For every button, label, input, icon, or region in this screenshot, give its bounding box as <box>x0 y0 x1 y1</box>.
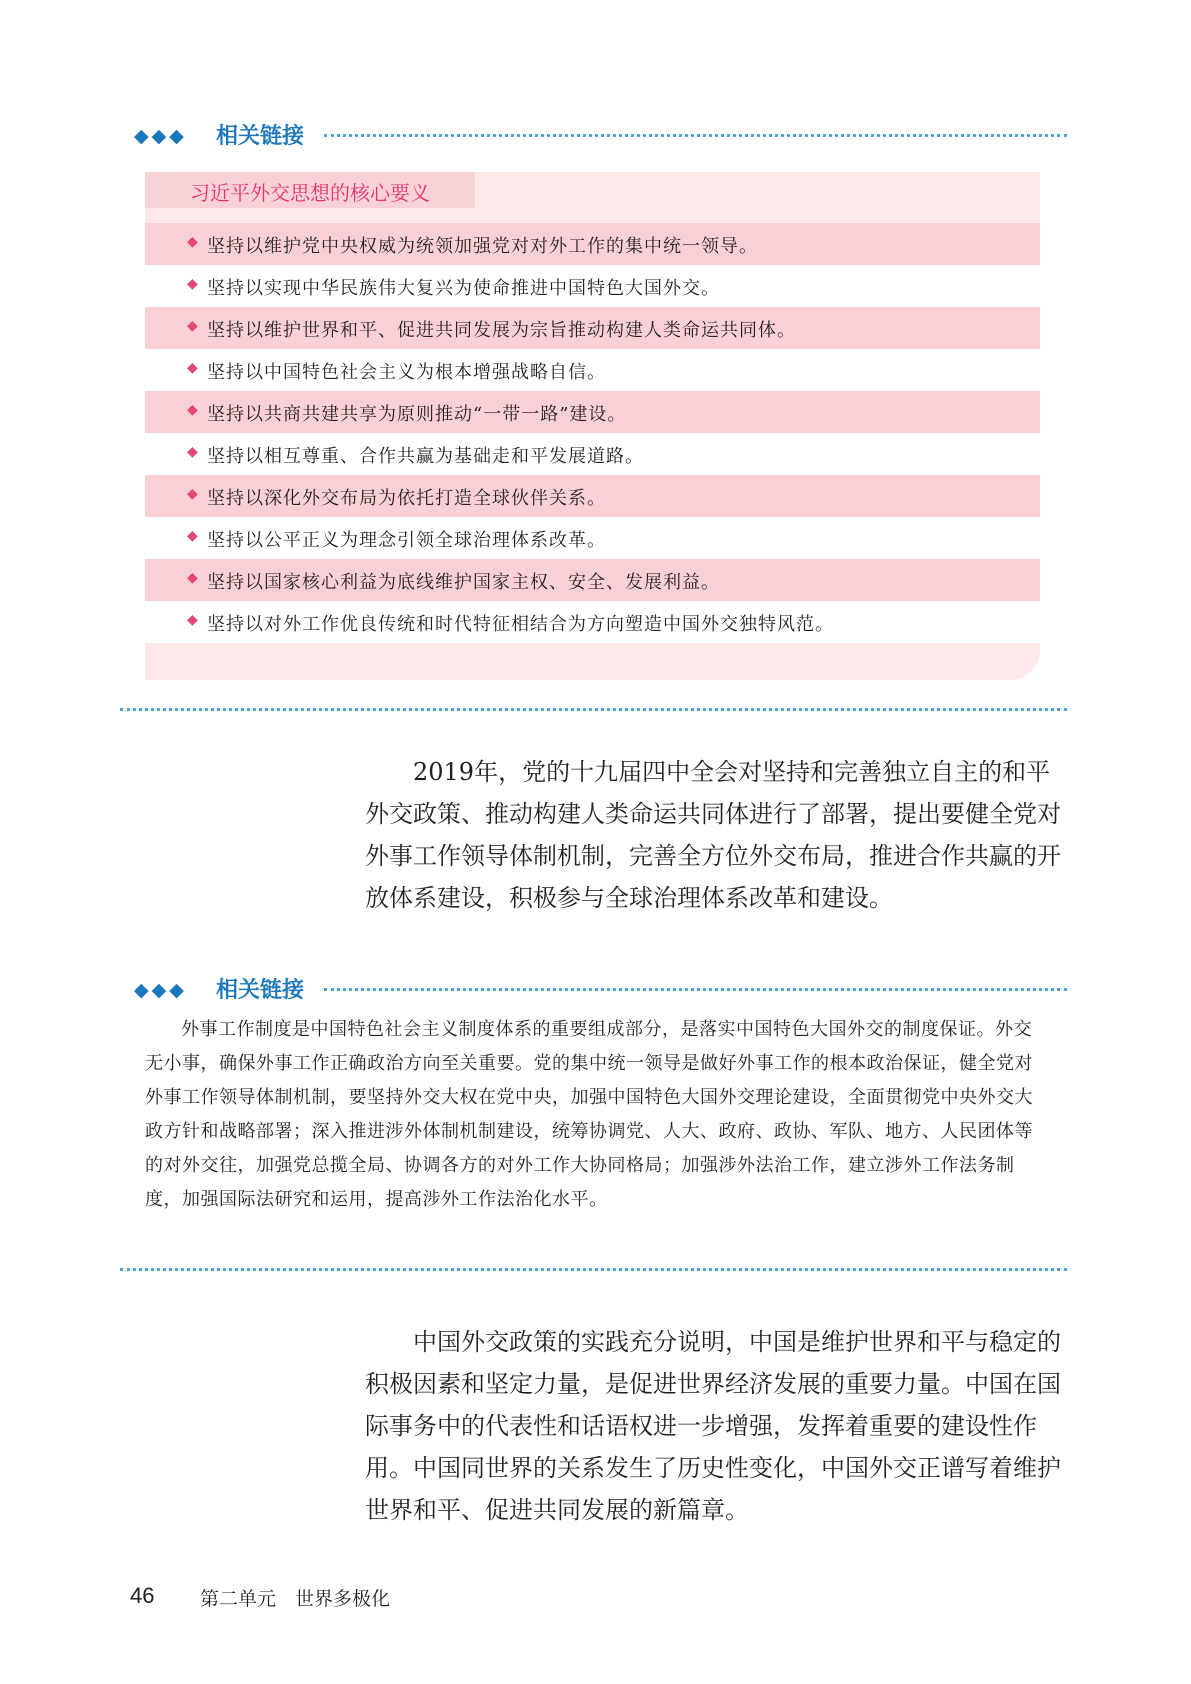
box-title: 习近平外交思想的核心要义 <box>190 181 430 205</box>
diamond-bullet-icon: ◆ <box>187 318 198 334</box>
list-item: ◆ 坚持以深化外交布局为依托打造全球伙伴关系。 <box>145 475 1040 517</box>
diamond-bullet-icon: ◆ <box>187 234 198 250</box>
list-item: ◆ 坚持以国家核心利益为底线维护国家主权、安全、发展利益。 <box>145 559 1040 601</box>
body-paragraph-2: 中国外交政策的实践充分说明，中国是维护世界和平与稳定的积极因素和坚定力量，是促进世界经济发展的重要力量。中国在国际事务中的代表性和话语权进一步增强，发挥着重要的建设性作用。中国同世界的关系发生了历史性变化，中国外交正谱写着维护世界和平、促进共同发展的新篇章。 <box>365 1328 1061 1524</box>
section-title: 相关链接 <box>216 978 305 1003</box>
unit-title: 第二单元 世界多极化 <box>200 1588 391 1610</box>
list-item: ◆ 坚持以维护党中央权威为统领加强党对对外工作的集中统一领导。 <box>145 223 1040 265</box>
diamond-bullets-icon: ◆◆◆ <box>134 979 187 1001</box>
list-item: ◆ 坚持以共商共建共享为原则推动“一带一路”建设。 <box>145 391 1040 433</box>
related-link-header-2 <box>134 973 1067 1003</box>
list-item: ◆ 坚持以中国特色社会主义为根本增强战略自信。 <box>145 349 1040 391</box>
dotted-divider <box>120 708 1067 711</box>
related-link-text: 外事工作制度是中国特色社会主义制度体系的重要组成部分，是落实中国特色大国外交的制度保证。外交无小事，确保外事工作正确政治方向至关重要。党的集中统一领导是做好外事工作的根本政治保证，健全党对外事工作领导体制机制，要坚持外交大权在党中央，加强中国特色大国外交理论建设，全面贯彻党中央外交大政方针和战略部署；深入推进涉外体制机制建设，统筹协调党、人大、政府、政协、军队、地方、人民团体等的对外交往，加强党总揽全局、协调各方的对外工作大协同格局；加强涉外法治工作，建立涉外工作法务制度，加强国际法研究和运用，提高涉外工作法治化水平。 <box>145 1019 1033 1210</box>
diamond-bullet-icon: ◆ <box>187 528 198 544</box>
core-points-list <box>145 223 1040 643</box>
diamond-bullet-icon: ◆ <box>187 276 198 292</box>
list-item: ◆ 坚持以对外工作优良传统和时代特征相结合为方向塑造中国外交独特风范。 <box>145 601 1040 643</box>
dotted-divider <box>120 1268 1067 1271</box>
list-item: ◆ 坚持以维护世界和平、促进共同发展为宗旨推动构建人类命运共同体。 <box>145 307 1040 349</box>
dotted-divider <box>324 988 1067 991</box>
diamond-bullet-icon: ◆ <box>187 612 198 628</box>
list-item: ◆ 坚持以相互尊重、合作共赢为基础走和平发展道路。 <box>145 433 1040 475</box>
diamond-bullet-icon: ◆ <box>187 570 198 586</box>
body-paragraph-1: 2019年，党的十九届四中全会对坚持和完善独立自主的和平外交政策、推动构建人类命运共同体进行了部署，提出要健全党对外事工作领导体制机制，完善全方位外交布局，推进合作共赢的开放体系建设，积极参与全球治理体系改革和建设。 <box>365 758 1061 912</box>
dotted-divider <box>324 134 1067 137</box>
section-title: 相关链接 <box>216 124 305 149</box>
diamond-bullet-icon: ◆ <box>187 486 198 502</box>
list-item: ◆ 坚持以公平正义为理念引领全球治理体系改革。 <box>145 517 1040 559</box>
related-link-header-1 <box>134 119 1067 149</box>
list-item: ◆ 坚持以实现中华民族伟大复兴为使命推进中国特色大国外交。 <box>145 265 1040 307</box>
diamond-bullet-icon: ◆ <box>187 444 198 460</box>
diamond-bullet-icon: ◆ <box>187 360 198 376</box>
diamond-bullets-icon: ◆◆◆ <box>134 125 187 147</box>
page-number: 46 <box>130 1583 155 1608</box>
diamond-bullet-icon: ◆ <box>187 402 198 418</box>
